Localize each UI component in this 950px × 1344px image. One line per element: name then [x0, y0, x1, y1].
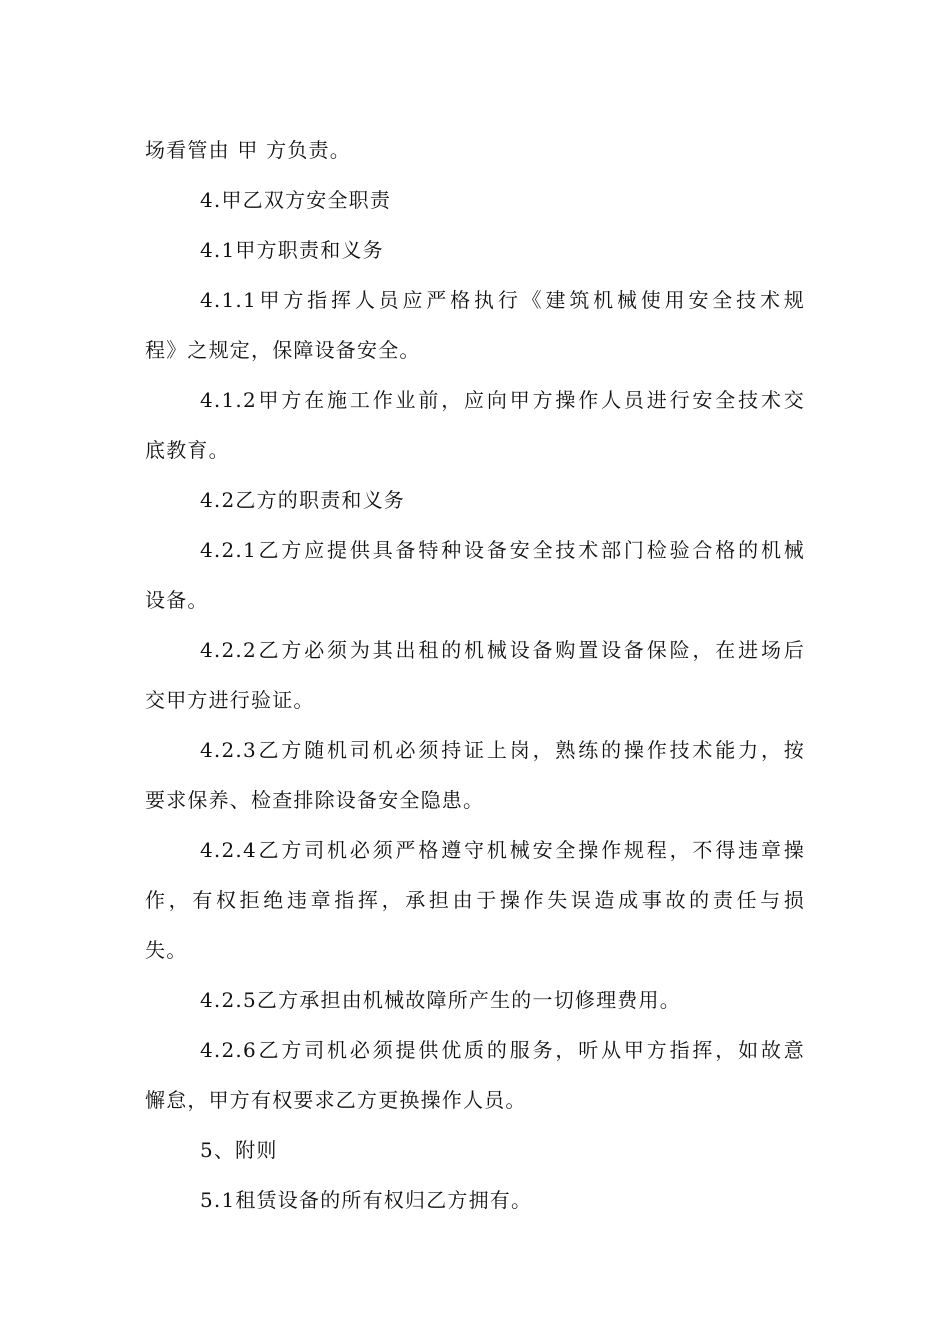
paragraph-line: 程》之规定，保障设备安全。: [145, 338, 421, 362]
paragraph-line: 设备。: [145, 588, 209, 612]
section-heading: 4.甲乙双方安全职责: [200, 188, 392, 212]
paragraph-line: 4.2.6乙方司机必须提供优质的服务，听从甲方指挥，如故意: [200, 1038, 805, 1062]
paragraph-line: 底教育。: [145, 438, 230, 462]
paragraph-line: 交甲方进行验证。: [145, 688, 315, 712]
paragraph-line: 4.2.4乙方司机必须严格遵守机械安全操作规程，不得违章操: [200, 838, 805, 862]
paragraph-line: 场看管由 甲 方负责。: [145, 138, 351, 162]
paragraph-line: 懈怠，甲方有权要求乙方更换操作人员。: [145, 1088, 527, 1112]
subsection-heading: 4.2乙方的职责和义务: [200, 488, 406, 512]
paragraph-line: 要求保养、检查排除设备安全隐患。: [145, 788, 485, 812]
paragraph-line: 4.2.3乙方随机司机必须持证上岗，熟练的操作技术能力，按: [200, 738, 805, 762]
paragraph-line: 4.1.1甲方指挥人员应严格执行《建筑机械使用安全技术规: [200, 288, 805, 312]
subsection-heading: 4.1甲方职责和义务: [200, 238, 384, 262]
paragraph-line: 4.2.1乙方应提供具备特种设备安全技术部门检验合格的机械: [200, 538, 805, 562]
paragraph-line: 5.1租赁设备的所有权归乙方拥有。: [200, 1188, 533, 1212]
paragraph-line: 作，有权拒绝违章指挥，承担由于操作失误造成事故的责任与损: [145, 888, 805, 912]
paragraph-line: 4.2.2乙方必须为其出租的机械设备购置设备保险，在进场后: [200, 638, 805, 662]
paragraph-line: 失。: [145, 938, 188, 962]
section-heading: 5、附则: [200, 1138, 278, 1162]
paragraph-line: 4.2.5乙方承担由机械故障所产生的一切修理费用。: [200, 988, 681, 1012]
paragraph-line: 4.1.2甲方在施工作业前，应向甲方操作人员进行安全技术交: [200, 388, 805, 412]
